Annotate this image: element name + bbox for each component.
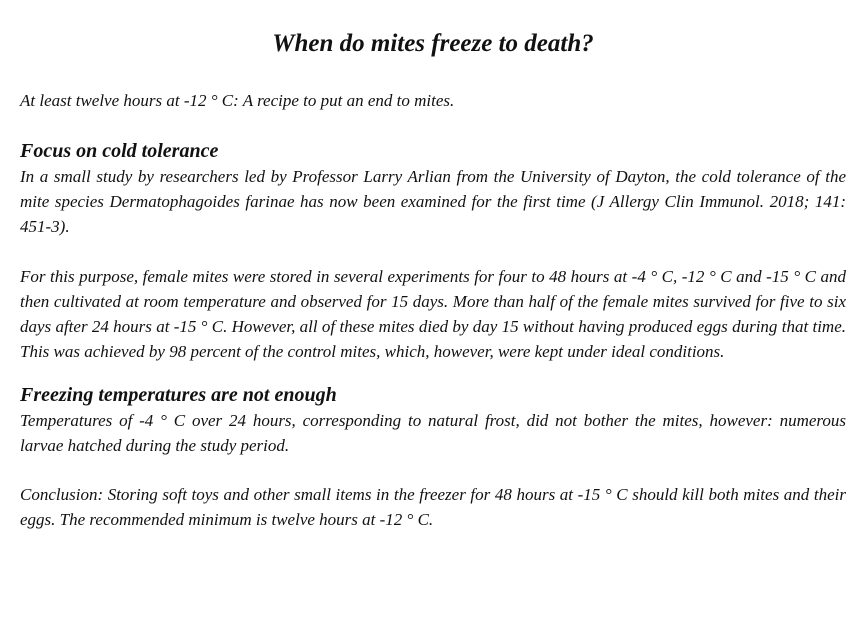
section-heading-freezing-temperatures: Freezing temperatures are not enough	[20, 384, 337, 406]
article-subtitle: At least twelve hours at -12 ° C: A recipe to put an end to mites.	[20, 91, 455, 110]
conclusion-paragraph: Conclusion: Storing soft toys and other small items in the freezer for 48 hours at -15 ° C should kill both mites and their eggs. The recommended minimum is twelve hours at -12 ° C.	[20, 485, 846, 529]
paragraph: In a small study by researchers led by Professor Larry Arlian from the University of Dayton, the cold tolerance of the mite species Dermatophagoides farinae has now been examined for the first time (J Allergy Clin Immunol. 2018; 141: 451-3).	[20, 167, 846, 236]
page-title: When do mites freeze to death?	[272, 30, 594, 57]
paragraph: Temperatures of -4 ° C over 24 hours, corresponding to natural frost, did not bother the mites, however: numerous larvae hatched during the study period.	[20, 411, 846, 455]
section-heading-cold-tolerance: Focus on cold tolerance	[20, 140, 219, 162]
article	[20, 0, 846, 532]
paragraph: For this purpose, female mites were stored in several experiments for four to 48 hours at -4 ° C, -12 ° C and -15 ° C and then cultivated at room temperature and observed for 15 days. More than half of the female mites survived for five to six days after 24 hours at -15 ° C. However, all of these mites died by day 15 without having produced eggs during that time. This was achieved by 98 percent of the control mites, which, however, were kept under ideal conditions.	[20, 267, 846, 361]
